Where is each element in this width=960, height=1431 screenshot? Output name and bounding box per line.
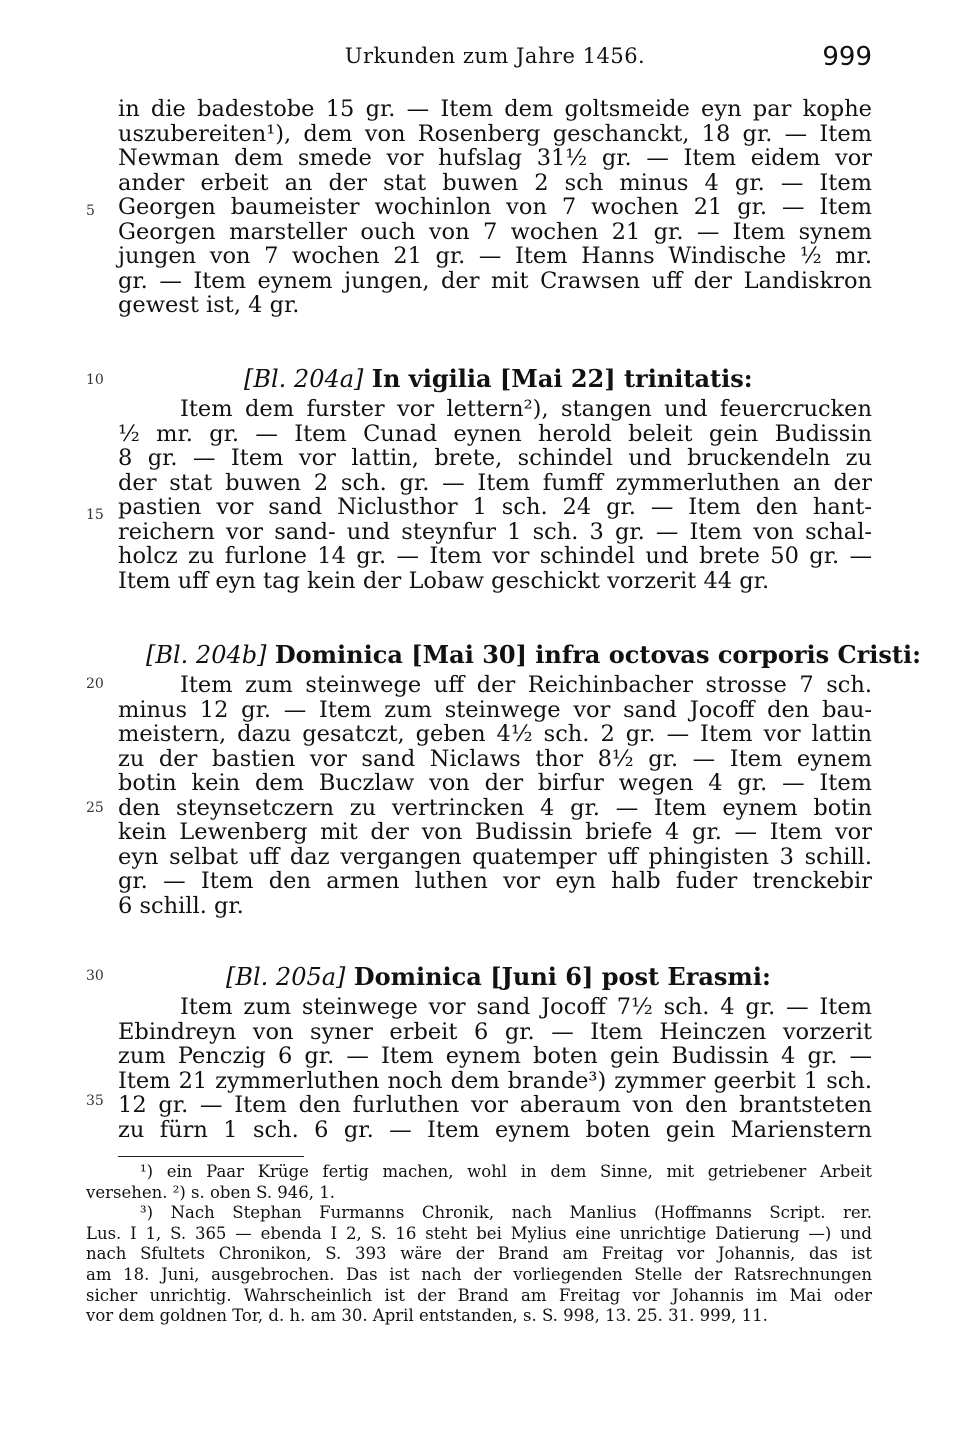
text-line: 6 schill. gr. [118, 892, 244, 919]
folio-reference: [Bl. 205a] [226, 963, 346, 991]
footnote-line: ³) Nach Stephan Furmanns Chronik, nach Manlius (Hoffmanns Script. rer. [140, 1203, 872, 1223]
text-line: Newman dem smede vor hufslag 31½ gr. — Item eidem vor [118, 145, 872, 172]
footnotes [86, 1162, 872, 1327]
margin-line-number: 20 [86, 676, 104, 692]
text-line: minus 12 gr. — Item zum steinwege vor sand Jocoff den bau- [118, 696, 872, 723]
text-line: Item zum steinwege vor sand Jocoff 7½ sch. 4 gr. — Item [180, 994, 872, 1020]
section-paragraph [118, 397, 872, 593]
margin-line-number: 5 [86, 203, 95, 219]
text-line: 8 gr. — Item vor lattin, brete, schindel und bruckendeln zu [118, 445, 872, 472]
text-line: uszubereiten¹), dem von Rosenberg geschanckt, 18 gr. — Item [118, 120, 872, 147]
footnote-line: nach Sfultets Chronikon, S. 393 wäre der Brand am Freitag vor Johannis, das ist [86, 1244, 872, 1264]
text-line: botin kein dem Buczlaw von der birfur wegen 4 gr. — Item [118, 770, 872, 797]
text-line: ½ mr. gr. — Item Cunad eynen herold beleit gein Budissin [118, 420, 872, 447]
heading-title: Dominica [Mai 30] infra octovas corporis Cristi: [266, 640, 921, 669]
text-line: 12 gr. — Item den furluthen vor aberaum von den brantsteten [118, 1092, 872, 1119]
text-line: reichern vor sand- und steynfur 1 sch. 3 gr. — Item von schal- [118, 518, 872, 545]
text-line: zu der bastien vor sand Niclaws thor 8½ gr. — Item eynem [118, 745, 872, 772]
text-line: gewest ist, 4 gr. [118, 292, 300, 319]
text-line: eyn selbat uff daz vergangen quatemper uff phingisten 3 schill. [118, 843, 872, 870]
running-head: Urkunden zum Jahre 1456. [344, 44, 646, 68]
margin-line-number: 25 [86, 800, 104, 816]
footnote-line: versehen. ²) s. oben S. 946, 1. [86, 1182, 336, 1202]
text-line: zum Penczig 6 gr. — Item eynem boten gein Budissin 4 gr. — [118, 1043, 872, 1070]
section-heading [244, 364, 753, 393]
footnote-line: am 18. Juni, ausgebrochen. Das ist nach der vorliegenden Stelle der Ratsrechnungen [86, 1264, 872, 1284]
footnote-separator [118, 1156, 304, 1157]
margin-line-number: 30 [86, 968, 104, 984]
heading-title: In vigilia [Mai 22] trinitatis: [363, 364, 753, 393]
folio-reference: [Bl. 204b] [146, 641, 267, 669]
footnote-line: sicher unrichtig. Wahrscheinlich ist der Brand am Freitag vor Johannis im Mai oder [86, 1285, 872, 1305]
text-line: jungen von 7 wochen 21 gr. — Item Hanns Windische ½ mr. [118, 243, 872, 270]
footnote-line: ¹) ein Paar Krüge fertig machen, wohl in dem Sinne, mit getriebener Arbeit [140, 1162, 872, 1181]
text-line: Item 21 zymmerluthen noch dem brande³) zymmer geerbit 1 sch. [118, 1067, 872, 1094]
heading-title: Dominica [Juni 6] post Erasmi: [345, 962, 771, 991]
section-paragraph [118, 673, 872, 918]
footnote-line: vor dem goldnen Tor, d. h. am 30. April entstanden, s. S. 998, 13. 25. 31. 999, 11. [86, 1306, 768, 1326]
folio-reference: [Bl. 204a] [244, 365, 364, 393]
section-heading [226, 962, 771, 991]
margin-line-number: 35 [86, 1093, 104, 1109]
page-header [118, 40, 872, 76]
section-heading [146, 640, 921, 669]
text-line: Item dem furster vor lettern²), stangen und feuercrucken [180, 396, 872, 422]
text-line: den steynsetczern zu vertrincken 4 gr. — Item eynem botin [118, 794, 872, 821]
text-line: kein Lewenberg mit der von Budissin briefe 4 gr. — Item vor [118, 819, 872, 846]
text-line: pastien vor sand Niclusthor 1 sch. 24 gr. — Item den hant- [118, 494, 872, 521]
text-line: Item uff eyn tag kein der Lobaw geschickt vorzerit 44 gr. [118, 567, 770, 594]
text-line: ander erbeit an der stat buwen 2 sch minus 4 gr. — Item [118, 169, 872, 196]
text-line: zu fürn 1 sch. 6 gr. — Item eynem boten gein Marienstern [118, 1116, 872, 1143]
page-number: 999 [822, 42, 872, 72]
text-line: Ebindreyn von syner erbeit 6 gr. — Item Heinczen vorzerit [118, 1018, 872, 1045]
text-line: in die badestobe 15 gr. — Item dem goltsmeide eyn par kophe [118, 96, 872, 122]
text-line: meistern, dazu gesatczt, geben 4½ sch. 2 gr. — Item vor lattin [118, 721, 872, 748]
section-paragraph [118, 995, 872, 1142]
opening-paragraph [118, 97, 872, 318]
footnote-line: Lus. I 1, S. 365 — ebenda I 2, S. 16 steht bei Mylius eine unrichtige Datierung —) und [86, 1223, 872, 1243]
margin-line-number: 10 [86, 372, 104, 388]
text-line: der stat buwen 2 sch. gr. — Item fumff zymmerluthen an der [118, 469, 872, 496]
text-line: gr. — Item den armen luthen vor eyn halb fuder trenckebir [118, 868, 872, 895]
text-line: Georgen baumeister wochinlon von 7 wochen 21 gr. — Item [118, 194, 872, 221]
text-line: gr. — Item eynem jungen, der mit Crawsen uff der Landiskron [118, 267, 872, 294]
text-line: Georgen marsteller ouch von 7 wochen 21 gr. — Item synem [118, 218, 872, 245]
text-line: holcz zu furlone 14 gr. — Item vor schindel und brete 50 gr. — [118, 543, 872, 570]
text-line: Item zum steinwege uff der Reichinbacher strosse 7 sch. [180, 672, 872, 698]
margin-line-number: 15 [86, 507, 104, 523]
